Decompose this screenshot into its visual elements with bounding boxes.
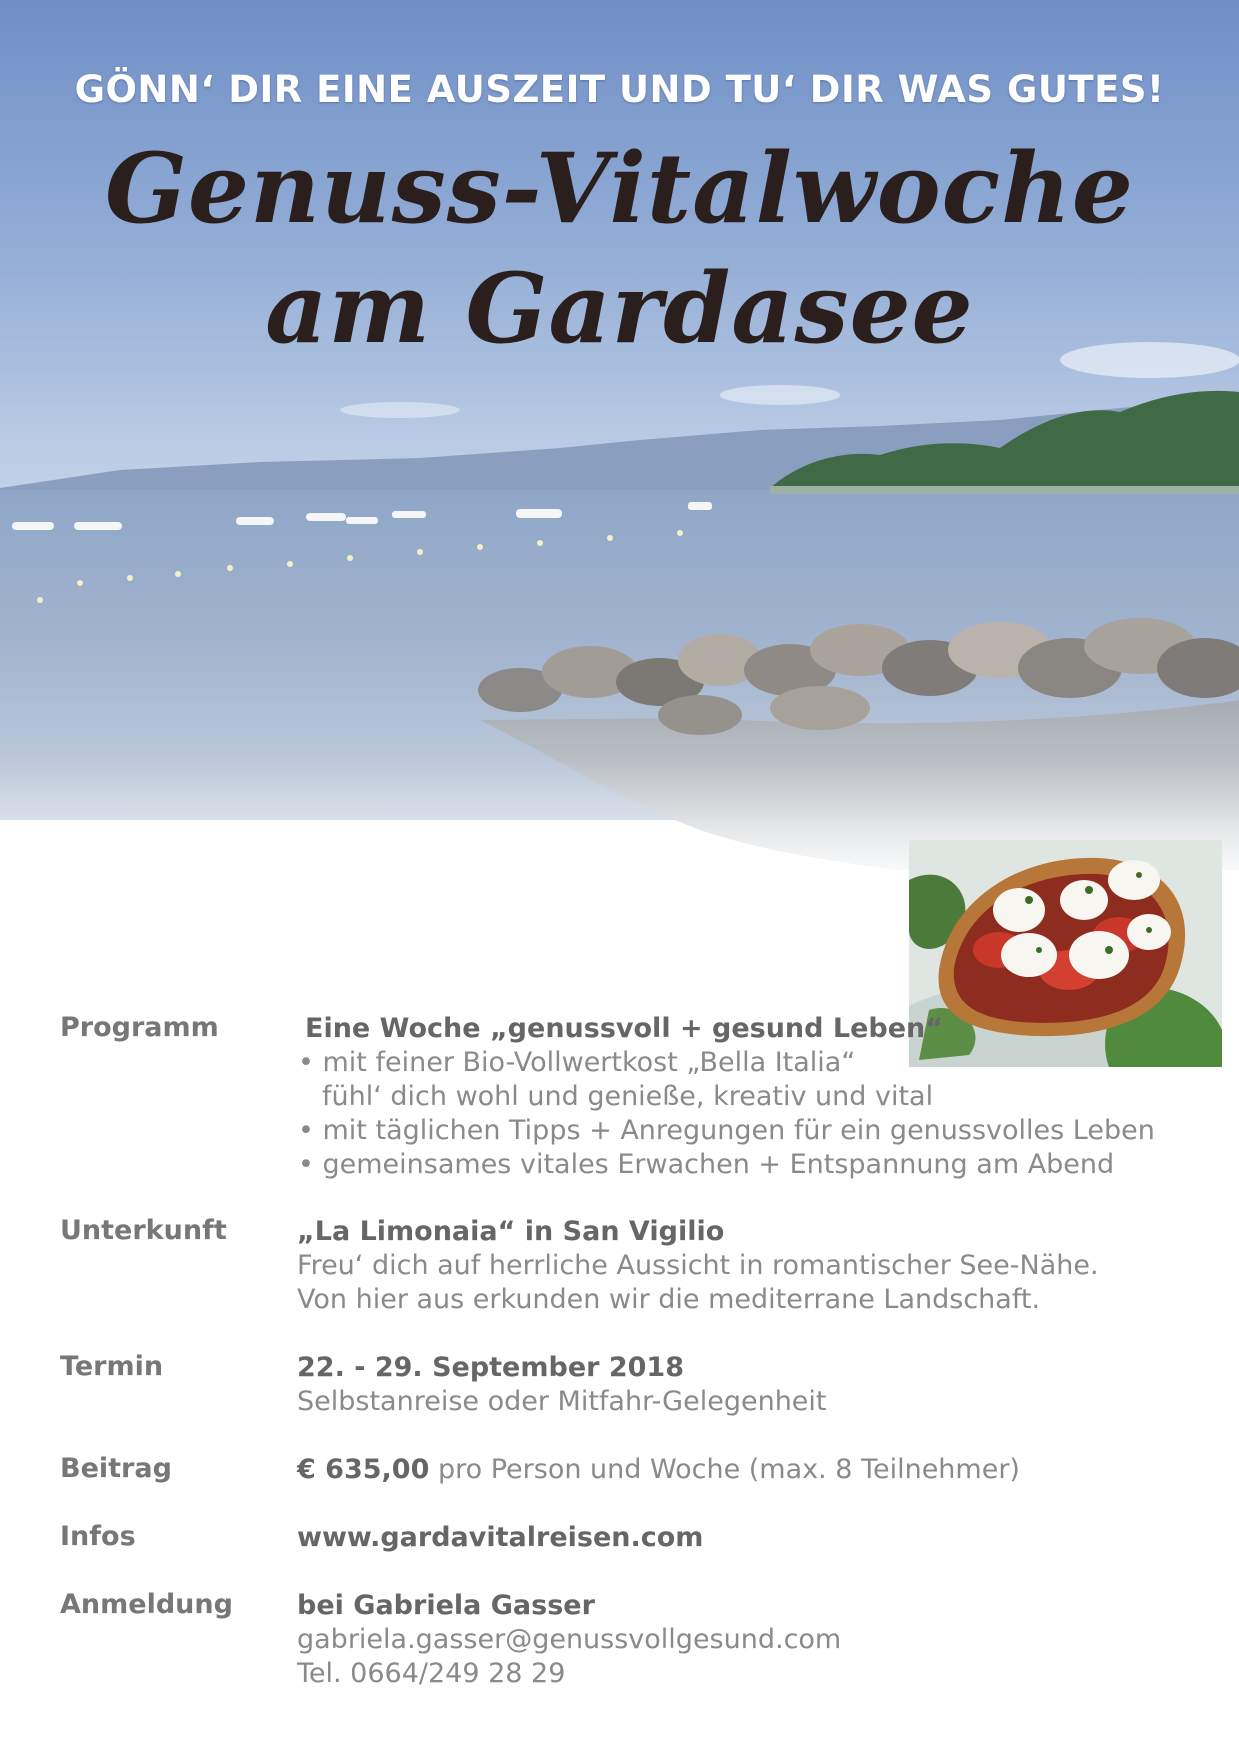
label-infos: Infos bbox=[60, 1521, 136, 1552]
unterkunft-line-2: Von hier aus erkunden wir die mediterrane Landschaft. bbox=[297, 1284, 1041, 1315]
programm-bullet-2: • mit täglichen Tipps + Anregungen für ein genussvolles Leben bbox=[298, 1115, 1155, 1146]
tagline: GÖNN‘ DIR EINE AUSZEIT UND TU‘ DIR WAS GUTES! bbox=[74, 68, 1165, 111]
anmeldung-content bbox=[297, 1589, 841, 1691]
programm-headline: Eine Woche „genussvoll + gesund Leben“ bbox=[305, 1013, 943, 1044]
label-unterkunft: Unterkunft bbox=[60, 1215, 227, 1246]
infos-website-link[interactable]: www.gardavitalreisen.com bbox=[297, 1522, 704, 1553]
anmeldung-phone: Tel. 0664/249 28 29 bbox=[297, 1658, 566, 1689]
programm-bullet-3: • gemeinsames vitales Erwachen + Entspannung am Abend bbox=[298, 1149, 1115, 1180]
label-termin: Termin bbox=[60, 1351, 164, 1382]
termin-headline: 22. - 29. September 2018 bbox=[297, 1352, 685, 1383]
label-programm: Programm bbox=[60, 1012, 219, 1043]
programm-bullet-1-cont: fühl‘ dich wohl und genieße, kreativ und vital bbox=[322, 1081, 934, 1112]
unterkunft-line-1: Freu‘ dich auf herrliche Aussicht in romantischer See-Nähe. bbox=[297, 1250, 1099, 1281]
programm-content bbox=[298, 1012, 1155, 1182]
termin-line-1: Selbstanreise oder Mitfahr-Gelegenheit bbox=[297, 1386, 827, 1417]
title-line-1: Genuss-Vitalwoche bbox=[105, 132, 1134, 245]
termin-content bbox=[297, 1351, 827, 1419]
anmeldung-email-link[interactable]: gabriela.gasser@genussvollgesund.com bbox=[297, 1624, 842, 1655]
beitrag-content bbox=[297, 1453, 1020, 1487]
unterkunft-headline: „La Limonaia“ in San Vigilio bbox=[297, 1216, 725, 1247]
infos-content bbox=[297, 1521, 703, 1555]
unterkunft-content bbox=[297, 1215, 1099, 1317]
programm-bullet-1: • mit feiner Bio-Vollwertkost „Bella Italia“ bbox=[298, 1047, 856, 1078]
beitrag-price: € 635,00 bbox=[297, 1454, 430, 1485]
label-beitrag: Beitrag bbox=[60, 1453, 172, 1484]
anmeldung-headline: bei Gabriela Gasser bbox=[297, 1590, 595, 1621]
label-anmeldung: Anmeldung bbox=[60, 1589, 233, 1620]
title-line-2: am Gardasee bbox=[265, 252, 974, 365]
beitrag-price-detail: pro Person und Woche (max. 8 Teilnehmer) bbox=[437, 1454, 1020, 1485]
